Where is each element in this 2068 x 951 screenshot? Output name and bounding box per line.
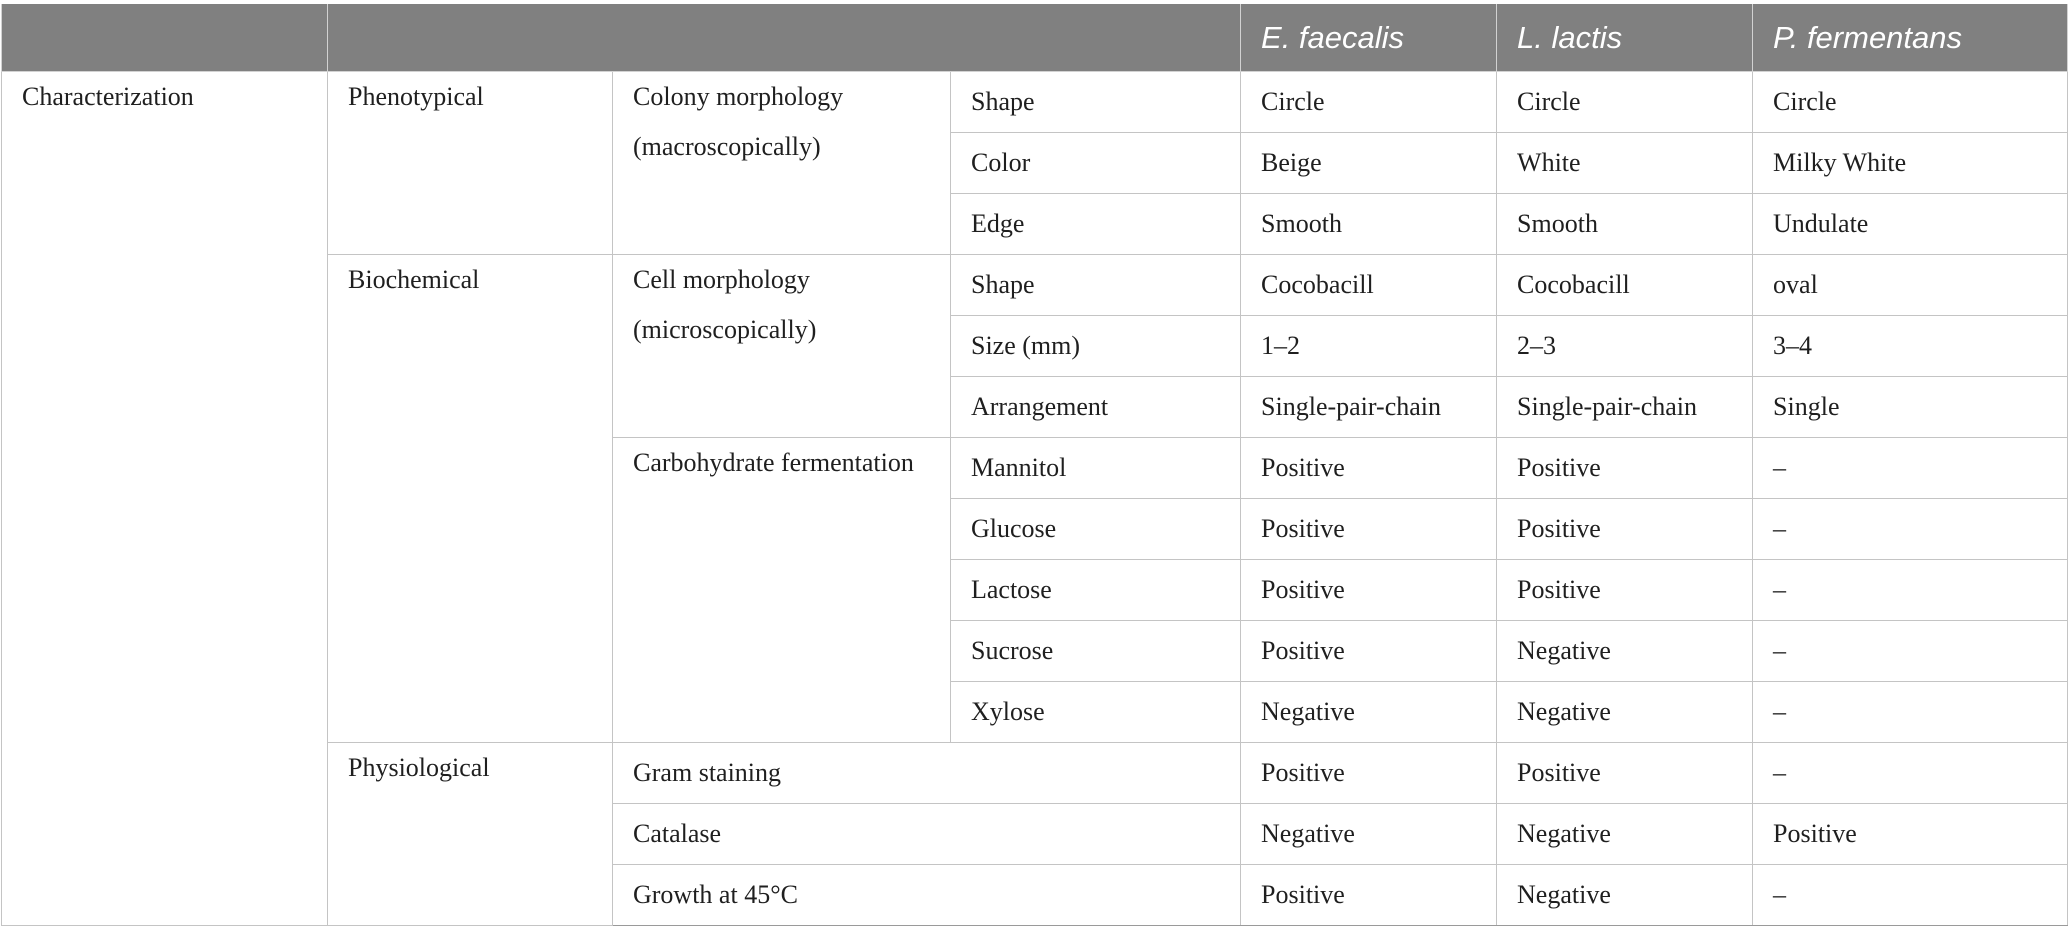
value-cell: Negative <box>1497 621 1753 682</box>
value-cell: Positive <box>1241 743 1497 804</box>
value-cell: Positive <box>1241 621 1497 682</box>
property-cell: Shape <box>951 255 1241 316</box>
property-cell: Shape <box>951 72 1241 133</box>
value-cell: Circle <box>1241 72 1497 133</box>
value-cell: Cocobacill <box>1497 255 1753 316</box>
value-cell: Positive <box>1497 743 1753 804</box>
header-species-e-faecalis: E. faecalis <box>1241 4 1497 72</box>
value-cell: Single <box>1753 377 2068 438</box>
value-cell: Positive <box>1241 499 1497 560</box>
value-cell: Positive <box>1497 438 1753 499</box>
group-cell-phenotypical: Phenotypical <box>328 72 613 255</box>
property-cell: Arrangement <box>951 377 1241 438</box>
value-cell: Undulate <box>1753 194 2068 255</box>
value-cell: Circle <box>1753 72 2068 133</box>
header-row <box>2 4 2068 72</box>
value-cell: 1–2 <box>1241 316 1497 377</box>
property-cell: Xylose <box>951 682 1241 743</box>
value-cell: – <box>1753 621 2068 682</box>
subgroup-cell-cell-morphology: Cell morphology (microscopically) <box>613 255 951 438</box>
value-cell: Positive <box>1753 804 2068 865</box>
value-cell: Smooth <box>1497 194 1753 255</box>
value-cell: – <box>1753 682 2068 743</box>
property-cell: Mannitol <box>951 438 1241 499</box>
header-blank-cell <box>328 4 1241 72</box>
property-cell: Color <box>951 133 1241 194</box>
value-cell: Smooth <box>1241 194 1497 255</box>
property-cell: Growth at 45°C <box>613 865 1241 926</box>
value-cell: Positive <box>1497 499 1753 560</box>
value-cell: Single-pair-chain <box>1241 377 1497 438</box>
value-cell: – <box>1753 560 2068 621</box>
property-cell: Size (mm) <box>951 316 1241 377</box>
value-cell: Negative <box>1241 804 1497 865</box>
subgroup-cell-colony-morphology: Colony morphology (macroscopically) <box>613 72 951 255</box>
value-cell: Negative <box>1497 804 1753 865</box>
value-cell: Positive <box>1241 865 1497 926</box>
value-cell: 2–3 <box>1497 316 1753 377</box>
property-cell: Edge <box>951 194 1241 255</box>
value-cell: Beige <box>1241 133 1497 194</box>
value-cell: Milky White <box>1753 133 2068 194</box>
value-cell: – <box>1753 743 2068 804</box>
property-cell: Gram staining <box>613 743 1241 804</box>
table-container <box>1 4 2067 926</box>
value-cell: Positive <box>1241 560 1497 621</box>
value-cell: Negative <box>1241 682 1497 743</box>
property-cell: Sucrose <box>951 621 1241 682</box>
value-cell: oval <box>1753 255 2068 316</box>
value-cell: Negative <box>1497 865 1753 926</box>
property-cell: Lactose <box>951 560 1241 621</box>
characterization-table <box>1 4 2068 926</box>
value-cell: Circle <box>1497 72 1753 133</box>
table-row <box>2 72 2068 133</box>
value-cell: Single-pair-chain <box>1497 377 1753 438</box>
value-cell: Negative <box>1497 682 1753 743</box>
value-cell: White <box>1497 133 1753 194</box>
value-cell: – <box>1753 499 2068 560</box>
category-cell: Characterization <box>2 72 328 926</box>
group-cell-biochemical: Biochemical <box>328 255 613 743</box>
subgroup-cell-carbohydrate-fermentation: Carbohydrate fermentation <box>613 438 951 743</box>
header-blank-cell <box>2 4 328 72</box>
value-cell: – <box>1753 438 2068 499</box>
value-cell: Positive <box>1497 560 1753 621</box>
group-cell-physiological: Physiological <box>328 743 613 926</box>
value-cell: Positive <box>1241 438 1497 499</box>
header-species-p-fermentans: P. fermentans <box>1753 4 2068 72</box>
property-cell: Glucose <box>951 499 1241 560</box>
value-cell: 3–4 <box>1753 316 2068 377</box>
header-species-l-lactis: L. lactis <box>1497 4 1753 72</box>
value-cell: – <box>1753 865 2068 926</box>
value-cell: Cocobacill <box>1241 255 1497 316</box>
property-cell: Catalase <box>613 804 1241 865</box>
